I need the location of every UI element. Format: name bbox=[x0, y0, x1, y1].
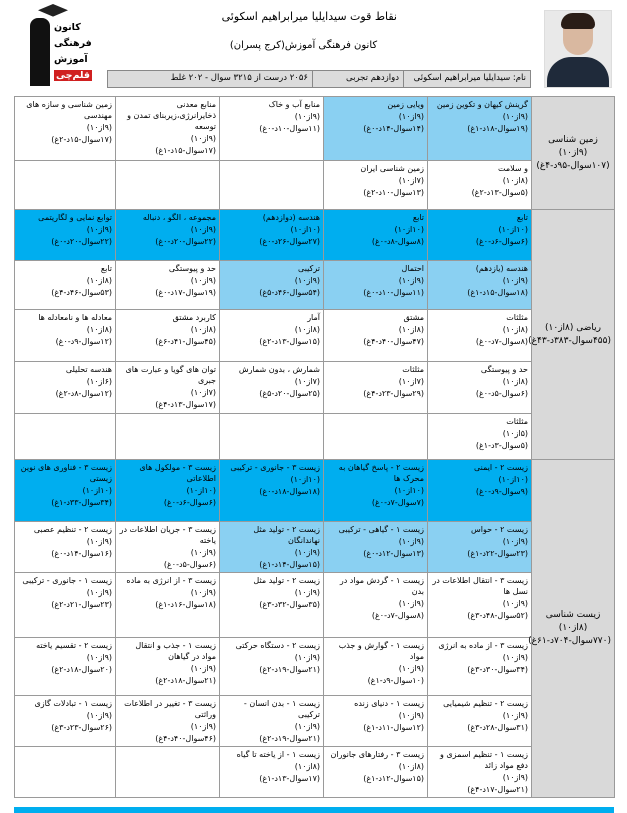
topic-cell bbox=[15, 696, 116, 747]
topic-cell bbox=[116, 210, 220, 261]
topic-counts: (۶سوال-۵د-۰غ) bbox=[163, 560, 216, 569]
topic-counts: (۱۹سوال-۱۷د-۰غ) bbox=[155, 288, 216, 297]
topic-name: و سلامت bbox=[497, 164, 528, 173]
topic-score: (۹از۱۰) bbox=[86, 653, 112, 662]
topic-score: (۷از۱۰) bbox=[190, 388, 216, 397]
topic-score: (۹از۱۰) bbox=[502, 653, 528, 662]
topic-score: (۱۰از۱۰) bbox=[394, 486, 424, 495]
topic-counts: (۲۷سوال-۲۶د-۰غ) bbox=[259, 237, 320, 246]
topic-score: (۱۰از۱۰) bbox=[498, 225, 528, 234]
topic-score: (۹از۱۰) bbox=[398, 664, 424, 673]
topic-cell bbox=[220, 310, 324, 362]
topic-counts: (۴۵سوال-۴۱د-۶غ) bbox=[155, 337, 216, 346]
topic-cell bbox=[220, 638, 324, 696]
topic-cell bbox=[15, 310, 116, 362]
topic-counts: (۱۴سوال-۱۴د-۰غ) bbox=[363, 124, 424, 133]
topic-cell bbox=[324, 310, 428, 362]
topic-cell bbox=[220, 161, 324, 210]
topic-name: مثلثات bbox=[506, 313, 528, 322]
topic-name: تابع bbox=[412, 213, 424, 222]
topic-name: زیست ۳ - مولکول های اطلاعاتی bbox=[139, 463, 216, 483]
topic-score: (۸از۱۰) bbox=[190, 325, 216, 334]
topic-name: مشتق bbox=[403, 313, 424, 322]
topic-score: (۹از۱۰) bbox=[190, 225, 216, 234]
topic-name: زیست ۱ - جذب و انتقال مواد در گیاهان bbox=[135, 641, 216, 661]
topic-name: حد و پیوستگی bbox=[168, 264, 216, 273]
topic-score: (۹از۱۰) bbox=[294, 276, 320, 285]
topic-name: زیست ۱ - تبادلات گازی bbox=[34, 699, 112, 708]
topic-cell bbox=[324, 747, 428, 798]
topic-counts: (۱۷سوال-۱۵د-۲غ) bbox=[51, 135, 112, 144]
subtitle-wrap bbox=[0, 40, 627, 51]
table-row bbox=[15, 210, 615, 261]
topic-cell bbox=[428, 97, 532, 161]
topic-counts: (۱۶سوال-۱۴د-۰غ) bbox=[51, 549, 112, 558]
topic-name: زیست ۲ - تنظیم عصبی bbox=[33, 525, 112, 534]
topic-cell bbox=[324, 460, 428, 522]
subject-cell bbox=[528, 460, 615, 798]
info-bar bbox=[107, 70, 531, 88]
topic-name: زیست ۱ - تنظیم اسمزی و دفع مواد زائد bbox=[439, 750, 528, 770]
topic-counts: (۸سوال-۷د-۰غ) bbox=[371, 611, 424, 620]
topic-name: زیست ۱ - دنیای زنده bbox=[354, 699, 424, 708]
topic-cell bbox=[116, 573, 220, 638]
table-row bbox=[15, 414, 615, 460]
topic-score: (۷از۱۰) bbox=[398, 176, 424, 185]
topic-counts: (۴۶سوال-۴۰د-۴غ) bbox=[155, 734, 216, 743]
topic-score: (۱۰از۱۰) bbox=[290, 225, 320, 234]
topic-name: زیست ۲ - تولید مثل نهاندانگان bbox=[253, 525, 320, 545]
topic-score: (۸از۱۰) bbox=[398, 325, 424, 334]
topic-cell bbox=[116, 522, 220, 573]
topic-counts: (۳۴سوال-۳۰د-۳غ) bbox=[467, 665, 528, 674]
topic-cell bbox=[428, 696, 532, 747]
topic-counts: (۱۱سوال-۱۰د-۰غ) bbox=[363, 288, 424, 297]
topic-cell bbox=[15, 573, 116, 638]
topic-score: (۹از۱۰) bbox=[398, 537, 424, 546]
topic-name: زیست ۱ - گوارش و جذب مواد bbox=[338, 641, 424, 661]
table-row bbox=[15, 362, 615, 414]
topic-counts: (۱۵سوال-۱۳د-۲غ) bbox=[259, 337, 320, 346]
topic-counts: (۳۴سوال-۳۳د-۱غ) bbox=[51, 498, 112, 507]
topic-name: هندسه (دوازدهم) bbox=[262, 213, 320, 222]
topic-cell bbox=[220, 696, 324, 747]
topic-counts: (۲۰سوال-۱۸د-۲غ) bbox=[51, 665, 112, 674]
topic-name: زیست ۱ - گردش مواد در بدن bbox=[339, 576, 424, 596]
topic-counts: (۵۳سوال-۴۶د-۴غ) bbox=[51, 288, 112, 297]
topic-score: (۷از۱۰) bbox=[398, 377, 424, 386]
topic-counts: (۶سوال-۶د-۰غ) bbox=[475, 237, 528, 246]
topic-name: شمارش ، بدون شمارش bbox=[238, 365, 320, 374]
topic-name: زیست ۱ - گیاهی - ترکیبی bbox=[338, 525, 424, 534]
topic-counts: (۱۷سوال-۱۳د-۴غ) bbox=[155, 400, 216, 409]
photo-body bbox=[547, 57, 609, 88]
topic-name: زیست ۲ - دستگاه حرکتی bbox=[235, 641, 320, 650]
subject-cell bbox=[532, 97, 615, 210]
topic-counts: (۱۸سوال-۱۸د-۰غ) bbox=[259, 487, 320, 496]
topic-counts: (۲۱سوال-۱۸د-۲غ) bbox=[155, 676, 216, 685]
topic-cell bbox=[428, 210, 532, 261]
topic-counts: (۵سوال-۱۳د-۲غ) bbox=[471, 188, 528, 197]
topic-cell bbox=[220, 261, 324, 310]
table-row bbox=[15, 638, 615, 696]
topic-score: (۸از۱۰) bbox=[502, 377, 528, 386]
topic-score: (۸از۱۰) bbox=[294, 325, 320, 334]
topic-cell bbox=[324, 210, 428, 261]
topic-name: آمار bbox=[307, 313, 320, 322]
topic-counts: (۳۱سوال-۲۸د-۳غ) bbox=[467, 723, 528, 732]
page-subtitle: کانون فرهنگی آموزش(کرج پسران) bbox=[229, 40, 378, 51]
topic-counts: (۱۰سوال-۹د-۱غ) bbox=[367, 676, 424, 685]
topic-score: (۹از۱۰) bbox=[294, 653, 320, 662]
page-title: نقاط قوت سیدایلیا میرابراهیم اسکوئی bbox=[221, 10, 397, 23]
topic-counts: (۷سوال-۷د-۰غ) bbox=[371, 498, 424, 507]
topic-name: زیست ۳ - فناوری های نوین زیستی bbox=[20, 463, 112, 483]
topic-score: (۵از۱۰) bbox=[502, 429, 528, 438]
topic-score: (۸از۱۰) bbox=[502, 325, 528, 334]
topic-score: (۹از۱۰) bbox=[190, 664, 216, 673]
table-row bbox=[15, 460, 615, 522]
topic-cell bbox=[428, 638, 532, 696]
topic-cell bbox=[428, 573, 532, 638]
topic-cell bbox=[15, 210, 116, 261]
topic-cell bbox=[324, 97, 428, 161]
topic-name: زیست ۳ - انتقال اطلاعات در نسل ها bbox=[432, 576, 528, 596]
topic-cell bbox=[324, 522, 428, 573]
table-row bbox=[15, 310, 615, 362]
table-row bbox=[15, 161, 615, 210]
topic-score: (۶از۱۰) bbox=[86, 377, 112, 386]
photo-hair bbox=[561, 13, 595, 29]
topic-cell bbox=[220, 414, 324, 460]
topic-cell bbox=[220, 747, 324, 798]
topic-name: زیست ۳ - از انرژی به ماده bbox=[126, 576, 216, 585]
topic-score: (۱۰از۱۰) bbox=[290, 475, 320, 484]
strengths-table bbox=[14, 96, 615, 798]
header bbox=[0, 0, 627, 95]
topic-cell bbox=[428, 362, 532, 414]
topic-cell bbox=[15, 362, 116, 414]
topic-counts: (۱۱سوال-۱۰د-۰غ) bbox=[259, 124, 320, 133]
topic-score: (۹از۱۰) bbox=[86, 123, 112, 132]
topic-counts: (۱۹سوال-۱۸د-۱غ) bbox=[467, 124, 528, 133]
topic-score: (۹از۱۰) bbox=[86, 225, 112, 234]
topic-cell bbox=[428, 161, 532, 210]
topic-name: زیست ۲ - تنظیم شیمیایی bbox=[443, 699, 528, 708]
topic-counts: (۲۹سوال-۲۳د-۴غ) bbox=[363, 389, 424, 398]
topic-counts: (۲۱سوال-۱۷د-۴غ) bbox=[467, 785, 528, 794]
topic-cell bbox=[324, 573, 428, 638]
info-grade: دوازدهم تجربی bbox=[312, 71, 403, 87]
topic-counts: (۱۲سوال-۹د-۰غ) bbox=[55, 337, 112, 346]
topic-counts: (۶سوال-۶د-۰غ) bbox=[163, 498, 216, 507]
table-row bbox=[15, 261, 615, 310]
topic-counts: (۴۷سوال-۴۰د-۴غ) bbox=[363, 337, 424, 346]
table-body bbox=[15, 97, 615, 798]
topic-counts: (۵سوال-۳د-۱غ) bbox=[475, 441, 528, 450]
topic-counts: (۱۳سوال-۱۰د-۲غ) bbox=[363, 188, 424, 197]
topic-cell bbox=[116, 696, 220, 747]
topic-counts: (۲۵سوال-۲۰د-۵غ) bbox=[259, 389, 320, 398]
topic-cell bbox=[428, 261, 532, 310]
topic-counts: (۱۲سوال-۸د-۲غ) bbox=[55, 389, 112, 398]
subject-name: زیست شناسی (۸از۱۰) bbox=[545, 610, 601, 633]
topic-name: زیست ۲ - پاسخ گیاهان به محرک ها bbox=[338, 463, 424, 483]
topic-score: (۸از۱۰) bbox=[398, 762, 424, 771]
topic-cell bbox=[220, 460, 324, 522]
topic-cell bbox=[324, 414, 428, 460]
footer-strip bbox=[14, 807, 614, 813]
topic-counts: (۱۲سوال-۱۱د-۱غ) bbox=[363, 723, 424, 732]
topic-score: (۹از۱۰) bbox=[86, 711, 112, 720]
topic-counts: (۱۷سوال-۱۳د-۱غ) bbox=[259, 774, 320, 783]
topic-cell bbox=[428, 747, 532, 798]
topic-counts: (۸سوال-۷د-۰غ) bbox=[475, 337, 528, 346]
topic-score: (۹از۱۰) bbox=[190, 588, 216, 597]
topic-cell bbox=[116, 362, 220, 414]
topic-name: زمین شناسی ایران bbox=[360, 164, 424, 173]
topic-name: زیست ۱ - از یاخته تا گیاه bbox=[236, 750, 320, 759]
topic-name: هندسه تحلیلی bbox=[65, 365, 112, 374]
topic-score: (۹از۱۰) bbox=[502, 599, 528, 608]
topic-name: توان های گویا و عبارت های جبری bbox=[125, 365, 216, 385]
topic-score: (۸از۱۰) bbox=[86, 325, 112, 334]
topic-cell bbox=[324, 696, 428, 747]
topic-score: (۹از۱۰) bbox=[190, 134, 216, 143]
topic-cell bbox=[116, 310, 220, 362]
topic-name: زیست ۲ - تولید مثل bbox=[253, 576, 320, 585]
topic-counts: (۱۵سوال-۱۴د-۱غ) bbox=[259, 560, 320, 569]
topic-cell bbox=[324, 161, 428, 210]
topic-cell bbox=[116, 638, 220, 696]
topic-cell bbox=[220, 362, 324, 414]
topic-score: (۸از۱۰) bbox=[502, 176, 528, 185]
table-row bbox=[15, 573, 615, 638]
topic-name: زیست ۳ - جریان اطلاعات در یاخته bbox=[119, 525, 216, 545]
topic-cell bbox=[428, 414, 532, 460]
topic-score: (۹از۱۰) bbox=[294, 588, 320, 597]
topic-name: احتمال bbox=[401, 264, 424, 273]
topic-cell bbox=[324, 638, 428, 696]
subject-name: زمین شناسی (۹از۱۰) bbox=[548, 134, 598, 158]
topic-name: کاربرد مشتق bbox=[172, 313, 216, 322]
graduation-cap-icon bbox=[38, 4, 68, 18]
subject-stats: (۷۷۰سوال-۷۰۴د-۶۱غ) bbox=[528, 636, 611, 646]
topic-counts: (۱۸سوال-۱۵د-۱غ) bbox=[467, 288, 528, 297]
topic-name: زیست ۱ - بدن انسان - ترکیبی bbox=[243, 699, 320, 719]
topic-name: تابع bbox=[100, 264, 112, 273]
topic-cell bbox=[116, 460, 220, 522]
topic-name: زیست ۲ - تقسیم یاخته bbox=[36, 641, 112, 650]
topic-score: (۹از۱۰) bbox=[294, 722, 320, 731]
topic-counts: (۲۳سوال-۲۱د-۲غ) bbox=[51, 600, 112, 609]
topic-score: (۹از۱۰) bbox=[398, 711, 424, 720]
topic-cell bbox=[220, 522, 324, 573]
topic-cell bbox=[428, 310, 532, 362]
topic-cell bbox=[15, 522, 116, 573]
info-stats: ۲۰۵۶ درست از ۳۲۱۵ سوال - ۲۰۲ غلط bbox=[170, 73, 308, 83]
topic-score: (۱۰از۱۰) bbox=[82, 486, 112, 495]
topic-name: مجموعه ، الگو ، دنباله bbox=[142, 213, 216, 222]
topic-score: (۹از۱۰) bbox=[86, 537, 112, 546]
topic-cell bbox=[15, 261, 116, 310]
topic-score: (۹از۱۰) bbox=[294, 112, 320, 121]
topic-counts: (۵۲سوال-۴۸د-۳غ) bbox=[467, 611, 528, 620]
topic-name: زیست ۳ - تغییر در اطلاعات وراثتی bbox=[124, 699, 216, 719]
topic-name: زیست ۱ - جانوری - ترکیبی bbox=[22, 576, 112, 585]
topic-name: زیست ۳ - از ماده به انرژی bbox=[438, 641, 528, 650]
topic-cell bbox=[116, 414, 220, 460]
topic-name: توابع نمایی و لگاریتمی bbox=[38, 213, 112, 222]
topic-counts: (۱۳سوال-۱۲د-۰غ) bbox=[363, 549, 424, 558]
topic-counts: (۲۲سوال-۲۰د-۰غ) bbox=[155, 237, 216, 246]
topic-name: گرینش کیهان و تکوین زمین bbox=[436, 100, 528, 109]
topic-score: (۹از۱۰) bbox=[502, 112, 528, 121]
topic-cell bbox=[220, 210, 324, 261]
topic-score: (۷از۱۰) bbox=[294, 377, 320, 386]
topic-score: (۱۰از۱۰) bbox=[394, 225, 424, 234]
topic-cell bbox=[220, 573, 324, 638]
topic-name: معادله ها و نامعادله ها bbox=[38, 313, 112, 322]
figure-icon bbox=[30, 18, 50, 86]
topic-counts: (۹سوال-۹د-۰غ) bbox=[475, 487, 528, 496]
topic-name: ترکیبی bbox=[298, 264, 320, 273]
topic-cell bbox=[116, 161, 220, 210]
topic-name: زیست ۳ - رفتارهای جانوران bbox=[330, 750, 424, 759]
topic-score: (۹از۱۰) bbox=[190, 276, 216, 285]
logo-line-4: قلم‌چی bbox=[56, 70, 91, 81]
topic-score: (۱۰از۱۰) bbox=[186, 486, 216, 495]
topic-cell bbox=[116, 261, 220, 310]
topic-counts: (۲۱سوال-۱۹د-۲غ) bbox=[259, 734, 320, 743]
topic-cell bbox=[324, 362, 428, 414]
topic-counts: (۱۷سوال-۱۵د-۱غ) bbox=[155, 146, 216, 155]
topic-name: حد و پیوستگی bbox=[480, 365, 528, 374]
topic-name: تابع bbox=[516, 213, 528, 222]
logo-line-3: آموزش bbox=[54, 54, 88, 65]
topic-score: (۸از۱۰) bbox=[86, 276, 112, 285]
topic-cell bbox=[220, 97, 324, 161]
topic-score: (۹از۱۰) bbox=[398, 599, 424, 608]
topic-score: (۹از۱۰) bbox=[398, 112, 424, 121]
table-row bbox=[15, 522, 615, 573]
logo-line-2: فرهنگی bbox=[54, 38, 92, 49]
topic-score: (۹از۱۰) bbox=[502, 276, 528, 285]
topic-counts: (۱۸سوال-۱۶د-۱غ) bbox=[155, 600, 216, 609]
topic-counts: (۱۵سوال-۱۲د-۱غ) bbox=[363, 774, 424, 783]
topic-score: (۹از۱۰) bbox=[502, 711, 528, 720]
topic-name: مثلثات bbox=[506, 417, 528, 426]
topic-cell bbox=[324, 261, 428, 310]
topic-cell bbox=[15, 638, 116, 696]
topic-name: ویایی زمین bbox=[387, 100, 424, 109]
topic-counts: (۲۲سوال-۲۰د-۰غ) bbox=[51, 237, 112, 246]
topic-cell bbox=[15, 97, 116, 161]
topic-name: منابع معدنی ذخایرانرژی،زیربنای تمدن و توسعه bbox=[127, 100, 216, 131]
topic-cell bbox=[116, 97, 220, 161]
topic-name: زیست ۳ - جانوری - ترکیبی bbox=[230, 463, 320, 472]
topic-cell bbox=[15, 161, 116, 210]
subject-cell bbox=[528, 210, 615, 460]
topic-name: زیست ۲ - ایمنی bbox=[473, 463, 528, 472]
topic-score: (۹از۱۰) bbox=[190, 548, 216, 557]
topic-cell bbox=[428, 460, 532, 522]
topic-name: زمین شناسی و سازه های مهندسی bbox=[26, 100, 112, 120]
topic-score: (۹از۱۰) bbox=[502, 773, 528, 782]
topic-score: (۹از۱۰) bbox=[398, 276, 424, 285]
topic-counts: (۸سوال-۸د-۰غ) bbox=[371, 237, 424, 246]
info-name: نام: سیدایلیا میرابراهیم اسکوئی bbox=[403, 71, 530, 87]
student-photo bbox=[544, 10, 612, 88]
topic-score: (۹از۱۰) bbox=[190, 722, 216, 731]
subject-name: ریاضی (۸از۱۰) bbox=[545, 322, 601, 333]
topic-name: هندسه (یازدهم) bbox=[475, 264, 528, 273]
topic-cell bbox=[15, 460, 116, 522]
topic-counts: (۶سوال-۵د-۰غ) bbox=[475, 389, 528, 398]
topic-cell bbox=[116, 747, 220, 798]
topic-counts: (۵۴سوال-۴۶د-۵غ) bbox=[259, 288, 320, 297]
topic-counts: (۲۱سوال-۱۹د-۲غ) bbox=[259, 665, 320, 674]
topic-counts: (۲۶سوال-۲۳د-۳غ) bbox=[51, 723, 112, 732]
topic-score: (۹از۱۰) bbox=[86, 588, 112, 597]
topic-name: منابع آب و خاک bbox=[268, 100, 320, 109]
topic-cell bbox=[15, 747, 116, 798]
subject-stats: (۱۰۷سوال-۹۵د-۴غ) bbox=[536, 160, 610, 171]
topic-score: (۹از۱۰) bbox=[294, 548, 320, 557]
topic-name: زیست ۲ - حواس bbox=[471, 525, 528, 534]
topic-score: (۹از۱۰) bbox=[502, 537, 528, 546]
topic-score: (۱۰از۱۰) bbox=[498, 475, 528, 484]
table-row bbox=[15, 747, 615, 798]
logo-line-1: کانون bbox=[54, 22, 81, 33]
topic-counts: (۳۵سوال-۳۲د-۳غ) bbox=[259, 600, 320, 609]
topic-score: (۸از۱۰) bbox=[294, 762, 320, 771]
topic-cell bbox=[428, 522, 532, 573]
table-row bbox=[15, 696, 615, 747]
topic-name: مثلثات bbox=[402, 365, 424, 374]
topic-counts: (۲۳سوال-۲۲د-۱غ) bbox=[467, 549, 528, 558]
table-row bbox=[15, 97, 615, 161]
topic-cell bbox=[15, 414, 116, 460]
subject-stats: (۴۵۵سوال-۳۸۳د-۴۳غ) bbox=[528, 335, 611, 346]
